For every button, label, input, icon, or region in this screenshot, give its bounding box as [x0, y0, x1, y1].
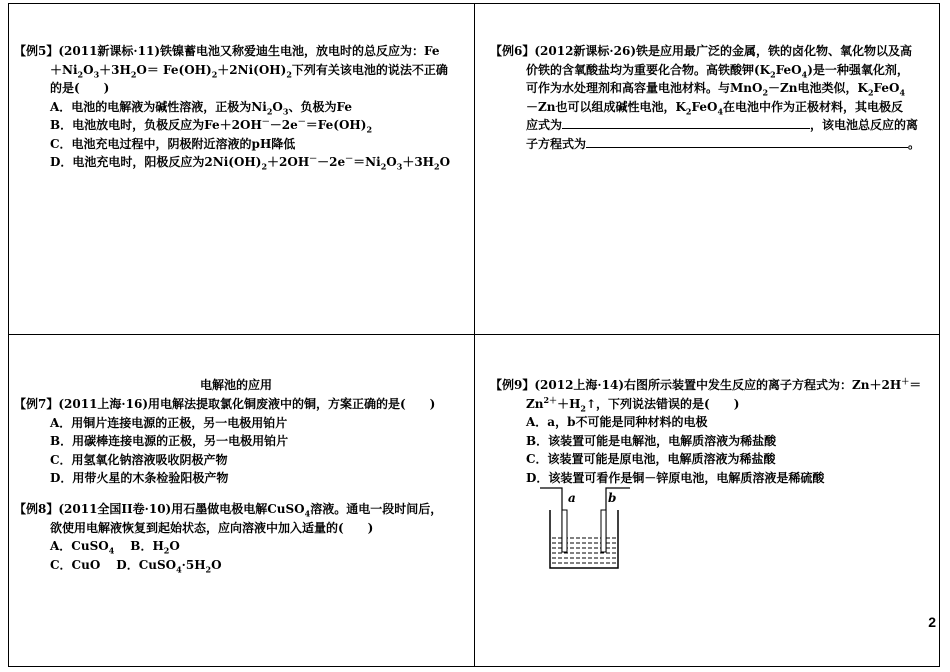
example-7-option-a: A．用铜片连接电源的正极，另一电极用铂片 [50, 415, 288, 430]
example-6-source: (2012新课标·26) [534, 44, 636, 58]
example-8-tag: 【例8】 [14, 502, 59, 516]
example-7-option-c: C．用氢氧化钠溶液吸收阴极产物 [50, 452, 228, 467]
example-5-source: (2011新课标·11) [58, 44, 160, 58]
example-9-option-b: B．该装置可能是电解池，电解质溶液为稀盐酸 [526, 433, 777, 448]
example-8-option-a: A．CuSO [50, 539, 109, 553]
example-6-line4: －Zn也可以组成碱性电池，$K_2FeO_4$在电池中作为正极材料，其电极反 [526, 99, 904, 116]
example-6-line1: 【例6】(2012新课标·26)铁是应用最广泛的金属，铁的卤化物、氧化物以及高 [490, 44, 913, 58]
section-title: 电解池的应用 [200, 378, 273, 392]
example-5-option-c: C．电池充电过程中，阴极附近溶液的pH降低 [50, 136, 296, 151]
example-7 [14, 395, 462, 488]
example-8 [14, 500, 462, 574]
example-8-option-d: D．CuSO [116, 557, 177, 572]
example-8-stem-line2: 欲使用电解液恢复到起始状态，应向溶液中加入适量的( ) [50, 520, 374, 535]
example-5-option-a: A．电池的电解液为碱性溶液，正极为$Ni_2O_3$、负极为Fe [50, 99, 352, 116]
total-reaction-blank[interactable] [586, 135, 908, 148]
example-9-stem: 【例9】(2012上海·14)右图所示装置中发生反应的离子方程式为：Zn＋2H＋＝ [490, 376, 922, 392]
horizontal-divider [8, 334, 940, 335]
vertical-divider [474, 3, 475, 667]
example-8-option-c: C．CuO [50, 557, 101, 572]
electrode-a-label: a [568, 491, 576, 505]
example-6-tag: 【例6】 [490, 44, 535, 58]
example-7-stem: 【例7】(2011上海·16)用电解法提取氯化铜废液中的铜，方案正确的是( ) [14, 397, 436, 411]
example-9-stem-line2: $Zn^{2+}+H_2↑$，下列说法错误的是( ) [526, 394, 740, 413]
example-8-options-cd: C．CuO D．$CuSO_4\cdot 5H_2O$ [50, 557, 222, 574]
electrode-reaction-blank[interactable] [562, 116, 810, 129]
example-5-option-b: B．电池放电时，负极反应为$Fe+2OH^--2e^-=Fe(OH)_2$ [50, 116, 373, 135]
example-8-stem: 【例8】(2011全国II卷·10)用石墨做电极电解CuSO$_4$溶液。通电一段时间后， [14, 502, 443, 519]
example-6-line6: 子方程式为 。 [526, 136, 921, 151]
example-8-option-b: B．H [130, 539, 164, 553]
example-5 [14, 42, 462, 172]
example-6 [490, 42, 936, 153]
example-9-option-c: C．该装置可能是原电池，电解质溶液为稀盐酸 [526, 452, 776, 466]
electrode-b-label: b [608, 491, 617, 505]
example-7-option-d: D．用带火星的木条检验阳极产物 [50, 471, 229, 485]
example-6-line2: 价铁的含氧酸盐均为重要化合物。高铁酸钾$(K_2FeO_4)$是一种强氧化剂， [526, 62, 909, 79]
example-9-option-d: D．该装置可看作是铜－锌原电池，电解质溶液是稀硫酸 [526, 470, 825, 485]
electrolysis-apparatus-diagram [540, 486, 630, 572]
example-6-line5: 应式为 ，该电池总反应的离 [526, 118, 919, 132]
example-9-source: (2012上海·14) [534, 378, 624, 392]
example-5-tag: 【例5】 [14, 44, 59, 58]
example-5-stem: 【例5】(2011新课标·11)铁镍蓄电池又称爱迪生电池，放电时的总反应为：Fe [14, 44, 440, 58]
example-7-source: (2011上海·16) [58, 397, 148, 411]
page-number: 2 [928, 614, 936, 630]
example-9-tag: 【例9】 [490, 378, 535, 392]
example-9-option-a: A．a，b不可能是同种材料的电极 [526, 415, 708, 429]
example-7-option-b: B．用碳棒连接电源的正极，另一电极用铂片 [50, 434, 289, 448]
example-5-stem-line3: 的是( ) [50, 81, 110, 95]
electrode-a [562, 510, 567, 552]
example-6-line3: 可作为水处理剂和高容量电池材料。与MnO$_2$－Zn电池类似，$K_2FeO_4$ [526, 81, 906, 98]
example-7-tag: 【例7】 [14, 397, 59, 411]
example-8-options-ab: A．CuSO$_4$ B．$H_2O$ [50, 539, 180, 556]
example-9 [490, 376, 936, 487]
example-5-stem-line2: $+Ni_2O_3+3H_2O= Fe(OH)_2+2Ni(OH)_2$下列有关该电池的说法不正确 [50, 62, 448, 79]
example-8-source: (2011全国II卷·10) [58, 502, 172, 516]
electrode-b [601, 510, 606, 552]
example-5-option-d: D．电池充电时，阳极反应为$2Ni(OH)_2+2OH^--2e^-=Ni_2O_3+3H_2O$ [50, 153, 451, 172]
